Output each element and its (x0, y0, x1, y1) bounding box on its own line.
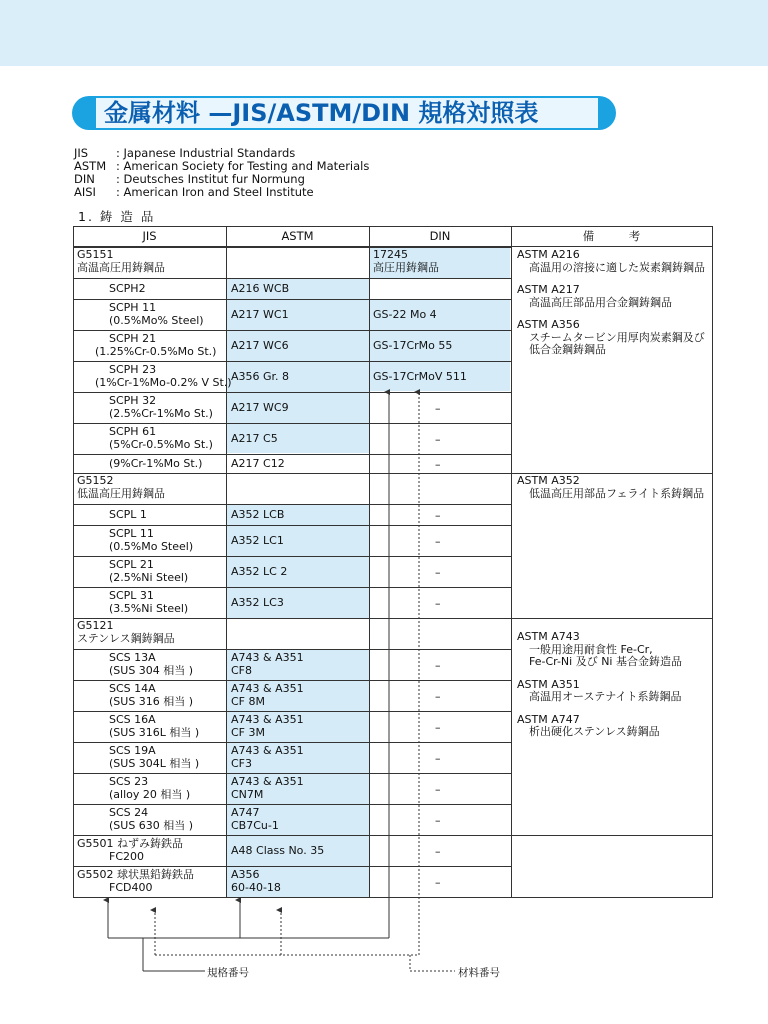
astm-grade: CF3 (231, 757, 253, 770)
jis-desc: (0.5%Mo% Steel) (109, 314, 204, 327)
page-title: 金属材料 —JIS/ASTM/DIN 規格対照表 (104, 99, 539, 127)
note-line: スチームタービン用厚肉炭素鋼及び (529, 330, 705, 344)
note-line: ASTM A356 (517, 318, 580, 331)
standard-number-lines (108, 392, 389, 971)
note-line: ASTM A216 (517, 248, 580, 261)
jis-code: SCPL 21 (109, 558, 154, 571)
jis-desc: (SUS 304 相当 ) (109, 664, 194, 677)
astm-code: A743 & A351 (231, 682, 304, 695)
astm-code: A48 Class No. 35 (231, 844, 325, 857)
group-code: G5152 (77, 474, 114, 487)
astm-code: A352 LC1 (231, 534, 284, 547)
jis-desc: (1.25%Cr-0.5%Mo St.) (95, 345, 217, 358)
jis-code: SCPH 21 (109, 332, 157, 345)
jis-code: SCS 19A (109, 744, 156, 757)
note-line: ASTM A352 (517, 474, 580, 487)
abbr-value: : American Society for Testing and Materials (116, 159, 370, 173)
din-dash: – (435, 721, 441, 734)
note-line: ASTM A747 (517, 712, 580, 726)
astm-code: A352 LCB (231, 508, 285, 521)
astm-grade: CB7Cu-1 (231, 819, 279, 832)
jis-desc: (0.5%Mo Steel) (109, 540, 194, 553)
din-code: GS-17CrMo 55 (373, 339, 453, 352)
jis-desc: (5%Cr-0.5%Mo St.) (109, 438, 213, 451)
din-code: GS-22 Mo 4 (373, 308, 437, 321)
note-line: 高温用の溶接に適した炭素鋼鋳鋼品 (529, 260, 705, 274)
din-group-code: 17245 (373, 248, 408, 261)
jis-code: SCPL 1 (109, 508, 147, 521)
note-line: ASTM A743 (517, 630, 580, 643)
astm-code: A217 C5 (231, 432, 278, 445)
din-dash: – (435, 845, 441, 858)
group-name: ステンレス鋼鋳鋼品 (77, 632, 175, 645)
jis-code: SCPL 11 (109, 527, 154, 540)
jis-desc: (3.5%Ni Steel) (109, 602, 189, 615)
note-line: 低温高圧用部品フェライト系鋳鋼品 (529, 486, 705, 500)
astm-code: A743 & A351 (231, 775, 304, 788)
group-code: G5151 (77, 248, 114, 261)
din-dash: – (435, 535, 441, 548)
din-dash: – (435, 509, 441, 522)
abbr-key: DIN (74, 172, 95, 186)
jis-desc: (2.5%Ni Steel) (109, 571, 189, 584)
din-dash: – (435, 752, 441, 765)
note-line: ASTM A217 (517, 283, 580, 296)
astm-code: A743 & A351 (231, 744, 304, 757)
astm-code: A217 C12 (231, 457, 285, 470)
astm-code: A217 WC1 (231, 308, 289, 321)
jis-desc: (SUS 304L 相当 ) (109, 757, 200, 770)
abbr-key: AISI (74, 185, 96, 199)
din-dash: – (435, 690, 441, 703)
abbr-value: : American Iron and Steel Institute (116, 185, 314, 199)
astm-grade: CF 3M (231, 726, 265, 739)
jis-desc: (1%Cr-1%Mo-0.2% V St.) (95, 376, 232, 389)
note-line: 高温高圧部品用合金鋼鋳鋼品 (529, 295, 672, 309)
material-number-label: 材料番号 (458, 967, 500, 979)
abbr-key: JIS (74, 146, 89, 160)
astm-code: A356 Gr. 8 (231, 370, 290, 383)
header-din: DIN (429, 229, 451, 243)
jis-desc: (SUS 316L 相当 ) (109, 726, 200, 739)
din-dash: – (435, 783, 441, 796)
astm-code: A216 WCB (231, 282, 290, 295)
note-line: 低合金鋼鋳鋼品 (529, 343, 606, 356)
jis-code: SCS 23 (109, 775, 149, 788)
group-code: G5121 (77, 619, 114, 632)
jis-code: SCS 14A (109, 682, 156, 695)
note-line: ASTM A351 (517, 677, 580, 691)
jis-code: SCPH 23 (109, 363, 157, 376)
astm-code: A217 WC6 (231, 339, 289, 352)
jis-desc: FCD400 (109, 881, 153, 894)
jis-code: (9%Cr-1%Mo St.) (109, 457, 203, 470)
jis-code: SCPH 61 (109, 425, 157, 438)
header-astm: ASTM (281, 229, 314, 243)
astm-grade: 60-40-18 (231, 881, 281, 894)
din-dash: – (435, 659, 441, 672)
note-line: Fe-Cr-Ni 及び Ni 基合金鋳造品 (529, 655, 682, 668)
jis-code: SCPL 31 (109, 589, 154, 602)
group-name: 低温高圧用鋳鋼品 (77, 487, 165, 500)
din-dash: – (435, 814, 441, 827)
jis-code: SCS 24 (109, 806, 149, 819)
astm-code: A217 WC9 (231, 401, 289, 414)
jis-code: G5501 ねずみ鋳鉄品 (77, 837, 184, 850)
astm-grade: CF8 (231, 664, 253, 677)
note-line: 一般用途用耐食性 Fe-Cr, (529, 642, 653, 656)
header-jis: JIS (142, 229, 157, 243)
astm-code: A356 (231, 868, 260, 881)
jis-desc: (SUS 630 相当 ) (109, 819, 194, 832)
din-dash: – (435, 458, 441, 471)
din-code: GS-17CrMoV 511 (373, 370, 467, 383)
astm-code: A743 & A351 (231, 713, 304, 726)
din-dash: – (435, 402, 441, 415)
group-name: 高温高圧用鋳鋼品 (77, 261, 165, 274)
jis-desc: FC200 (109, 850, 145, 863)
section-heading: 1. 鋳 造 品 (78, 209, 156, 224)
abbr-value: : Japanese Industrial Standards (116, 146, 296, 160)
astm-code: A743 & A351 (231, 651, 304, 664)
jis-code: SCS 13A (109, 651, 156, 664)
astm-code: A747 (231, 806, 260, 819)
jis-code: SCS 16A (109, 713, 156, 726)
jis-desc: (alloy 20 相当 ) (109, 788, 191, 801)
abbr-key: ASTM (74, 159, 107, 173)
jis-code: G5502 球状黒鉛鋳鉄品 (77, 868, 195, 881)
din-dash: – (435, 597, 441, 610)
material-number-lines (155, 392, 455, 971)
astm-grade: CF 8M (231, 695, 265, 708)
astm-code: A352 LC3 (231, 596, 284, 609)
note-line: 析出硬化ステンレス鋳鋼品 (529, 725, 660, 738)
jis-code: SCPH 32 (109, 394, 157, 407)
din-dash: – (435, 876, 441, 889)
jis-code: SCPH 11 (109, 301, 157, 314)
din-dash: – (435, 566, 441, 579)
jis-desc: (SUS 316 相当 ) (109, 695, 194, 708)
note-line: 高温用オーステナイト系鋳鋼品 (529, 690, 682, 703)
astm-code: A352 LC 2 (231, 565, 288, 578)
header-note: 備 考 (582, 229, 641, 243)
astm-grade: CN7M (231, 788, 264, 801)
abbr-value: : Deutsches Institut fur Normung (116, 172, 305, 186)
jis-desc: (2.5%Cr-1%Mo St.) (109, 407, 213, 420)
din-dash: – (435, 433, 441, 446)
standard-number-label: 規格番号 (207, 967, 249, 979)
jis-code: SCPH2 (109, 282, 146, 295)
din-group-name: 高圧用鋳鋼品 (373, 261, 439, 274)
